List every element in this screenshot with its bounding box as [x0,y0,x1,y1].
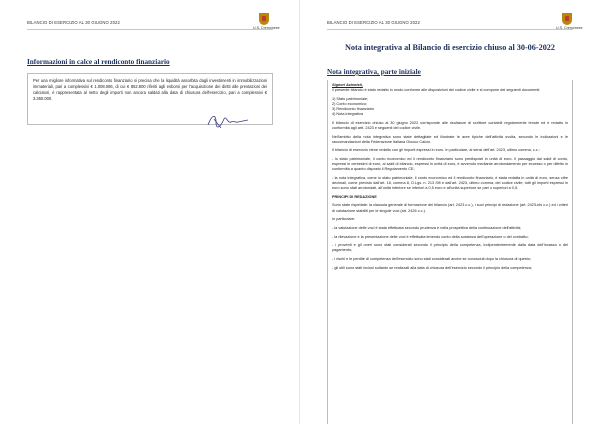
club-logo [556,13,583,30]
paragraph-item: - la rilevazione e la presentazione delle voci è effettuata tenendo conto della sostanza dell'operazione o del contratto; [332,234,529,239]
logo-text: U.S. Cremonese [253,26,280,30]
header-divider [27,29,273,30]
signature [204,110,254,132]
page-header: BILANCIO DI ESERCIZIO AL 30 GIUGNO 2022 [27,20,120,25]
list-item: 2) Conto economico; [332,101,368,106]
crest-icon [562,13,572,25]
club-logo [253,13,280,30]
right-page [300,0,600,424]
paragraph-intro: il presente bilancio è stato redatto in modo conforme alle disposizioni del codice civile e si compone dei seguenti documenti: [332,88,541,93]
document-title: Nota integrativa al Bilancio di esercizio chiuso al 30-06-2022 [345,43,555,52]
paragraph-bullet: - la nota integrativa, come lo stato patrimoniale, il conto economico ed il rendiconto finanziario, è stata redatta in unità di euro, senza cifre decimali, come previsto dall'art. 16, comma 8, D.Lgs. n. 213 /98 e dall'art. 2423, ultimo comma, del codice civile; tutti gli importi espressi in euro sono stati arrotondati, all'unità inferiore se inferiori a 0,5 euro e all'unità superiore se pari o superiori a 0,5. [332,175,568,191]
paragraph-bullet: - lo stato patrimoniale, il conto economico ed il rendiconto finanziario sono predisposti in unità di euro. Il passaggio dai saldi di conto, espressi in centesimi di euro, ai saldi di bilancio, espressi in unità di euro, è avvenuto mediante arrotondamento per eccesso o per difetto in conformità a quanto disposto il Regolamento CE; [332,157,568,172]
paragraph-closing: Il bilancio di esercizio chiuso al 30 giugno 2022 corrisponde alle risultanze di scritture contabili regolarmente tenute ed è redatto in conformità agli artt. 2423 e seguenti del codice civile. [332,120,568,130]
paragraph-rules: Sono state rispettate: la clausola generale di formazione del bilancio (art. 2423 c.c.), i suoi principi di redazione (art. 2423-bis c.c.) ed i criteri di valutazione stabiliti per le singole voci (art. 2426 c.c.). [332,203,568,213]
list-item: 3) Rendiconto finanziario [332,106,375,111]
nota-content [327,80,573,424]
paragraph: Per una migliore informativa sul rendiconto finanziario si precisa che la liquidità assorbita dagli investimenti in immobilizzazioni immateriali, pari a complessivi € 1.008.086, di cui € 852.800 riferiti agli esborsi per l'acquisizione dei diritti alle prestazioni dei calciatori, è rappresentata al netto degli importi non ancora saldati alla data di chiusura dell'esercizio, pari a complessivi € 3.350.000. [33,78,267,102]
section-title: Informazioni in calce al rendiconto finanziario [27,58,170,66]
paragraph-particular: In particolare: [332,217,356,222]
header-divider [327,29,573,30]
paragraph-illustrated: Nell'ambito della nota integrativa sono state dettagliate ed illustrate le aree tipiche dell'attività svolta, secondo le indicazioni e le raccomandazioni della Federazione Italiana Giuoco Calcio. [332,134,568,144]
documents-list [332,97,568,117]
page-header: BILANCIO DI ESERCIZIO AL 30 GIUGNO 2022 [327,20,420,25]
paragraph-item: - i proventi e gli oneri sono stati considerati secondo il principio della competenza, indipendentemente dalla data dell'incasso o del pagamento; [332,243,568,253]
list-item: 4) Nota integrativa [332,112,364,117]
paragraph-euro: Il bilancio di esercizio viene redatto con gli importi espressi in euro. In particolare, ai sensi dell'art. 2423, ultimo comma, c.c.: [332,148,540,153]
paragraph-item: - la valutazione delle voci è stata effettuata secondo prudenza e nella prospettiva della continuazione dell'attività; [332,225,522,230]
paragraph-item: - i rischi e le perdite di competenza dell'esercizio sono stati considerati anche se conosciuti dopo la chiusura di questo; [332,257,531,262]
logo-text: U.S. Cremonese [556,26,583,30]
crest-icon [259,13,269,25]
list-item: 1) Stato patrimoniale; [332,96,369,101]
paragraph-item: - gli utili sono stati inclusi soltanto se realizzati alla data di chiusura dell'esercizio secondo il principio della competenza; [332,265,532,270]
subheading: PRINCIPI DI REDAZIONE [332,194,377,199]
section-title: Nota integrativa, parte iniziale [327,68,421,76]
salutation: Signori Azionisti, [332,83,363,87]
